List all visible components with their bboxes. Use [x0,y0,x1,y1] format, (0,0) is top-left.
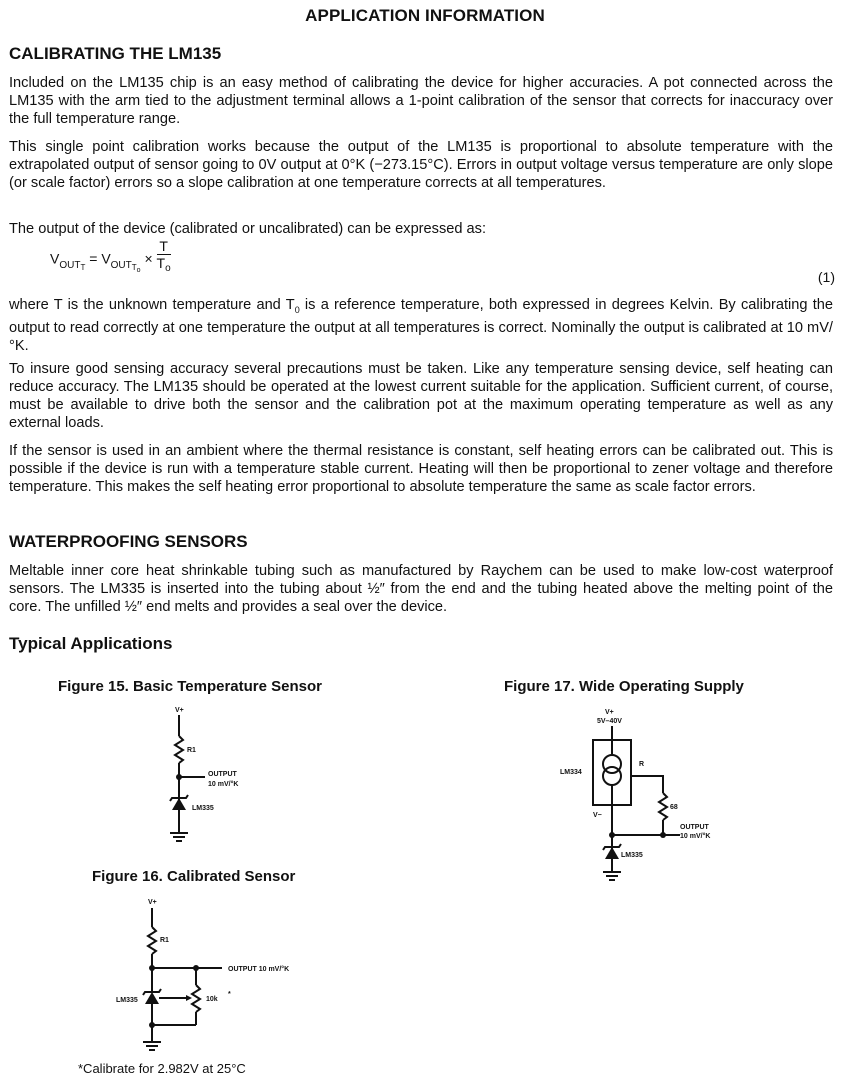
eq-rhs-sub [110,259,141,274]
section-heading-waterproofing: WATERPROOFING SENSORS [9,532,248,551]
paragraph: The output of the device (calibrated or uncalibrated) can be expressed as: [9,221,487,237]
eq-rhs-subsubsub: o [136,266,141,274]
ground-icon [170,833,188,841]
ground-icon [143,1042,161,1050]
zener-diode-icon [605,847,619,859]
output-label: OUTPUT [208,771,237,778]
supply-range-label: 5V–40V [597,718,622,725]
resistor-r1 [148,927,156,954]
eq-denominator [157,255,171,274]
eq-equals: = [89,250,98,267]
output-label: OUTPUT [680,824,709,831]
section-heading-calibrating: CALIBRATING THE LM135 [9,44,222,63]
paragraph: To insure good sensing accuracy several precautions must be taken. Like any temperature sensing device, self heating can reduce accuracy. The LM135 should be operated at the lowest current suitable for the application. Sufficient current, of course, must be available to drive both the sensor and the calibration pot at the maximum operating temperature as well as any external loads. [9,361,833,431]
eq-rhs-sub-text: OUT [110,259,132,271]
eq-den-base: T [156,255,166,271]
equation-number: (1) [817,269,835,285]
output-scale-label: 10 mV/°K [680,833,711,840]
p4-text-a: where T is the unknown temperature and T [9,297,295,313]
equation [50,238,171,282]
r1-label: R1 [187,747,196,754]
eq-lhs-sub-text: OUT [59,259,81,271]
figure-16-caption: Figure 16. Calibrated Sensor [92,868,296,885]
regulator-label: LM334 [560,769,582,776]
p4-sub: 0 [294,304,300,315]
resistor-r1 [175,736,183,763]
eq-lhs-sub [59,260,85,271]
current-source-icon [603,755,621,785]
paragraph: This single point calibration works because the output of the LM135 is proportional to absolute temperature with the extrapolated output of sensor going to 0V output at 0°K (−273.15°C). Errors in output voltage versus temperature are only slope (or scale factor) errors so a slope calibration at one temperature corrects at all temperatures. [9,139,833,191]
vplus-label: V+ [148,899,157,906]
figure-15-schematic [150,700,270,850]
output-scale-label: 10 mV/°K [208,781,239,788]
resistor-value-label: 68 [670,804,678,811]
eq-rhs-subsub: T [131,262,137,272]
eq-rhs-base: V [101,250,111,267]
paragraph: Meltable inner core heat shrinkable tubing such as manufactured by Raychem can be used to make low-cost waterproof sensors. The LM335 is inserted into the tubing about ½″ from the end and the tubing heated above the melting point of the core. The unfilled ½″ end melts and provides a seal over the device. [9,563,833,615]
section-heading-typical-applications: Typical Applications [9,634,173,653]
r-pin-label: R [639,761,645,768]
vplus-label: V+ [175,707,184,714]
page-title: APPLICATION INFORMATION [305,6,545,25]
zener-diode-icon [145,992,159,1004]
potentiometer-10k [192,985,200,1012]
eq-lhs-base: V [50,250,60,267]
device-label: LM335 [116,997,138,1004]
figure-15-caption: Figure 15. Basic Temperature Sensor [58,678,322,695]
device-label: LM335 [192,805,214,812]
eq-numerator: T [157,238,171,255]
zener-diode-icon [172,798,186,810]
figure-16-schematic [100,890,340,1055]
figure-17-schematic [555,700,735,890]
r1-label: R1 [160,937,169,944]
paragraph: If the sensor is used in an ambient where the thermal resistance is constant, self heating errors can be calibrated out. This is possible if the device is run with a temperature stable current. Heating will then be proportional to zener voltage and therefore temperature. This makes the self heating error proportional to absolute temperature the same as scale factor errors. [9,443,833,495]
paragraph [9,296,833,355]
eq-fraction [157,238,171,274]
pot-wiper-arrow [186,995,192,1001]
paragraph: Included on the LM135 chip is an easy method of calibrating the device for higher accuracies. A pot connected across the LM135 with the arm tied to the adjustment terminal allows a 1-point calibration of the sensor that corrects for inaccuracy over the full temperature range. [9,75,833,127]
p4-text-b: is a reference temperature, both expressed in degrees Kelvin. By calibrating the output to read correctly at one temperature the output at all temperatures is correct. Nominally the output is calibrated at 10 mV/°K. [9,297,833,354]
pot-star: * [228,991,231,998]
vminus-label: V− [593,812,602,819]
pot-value-label: 10k [206,996,218,1003]
output-label: OUTPUT 10 mV/°K [228,966,290,973]
vplus-label: V+ [605,709,614,716]
eq-times: × [144,250,153,267]
figure-17-caption: Figure 17. Wide Operating Supply [504,678,744,695]
eq-lhs-subsub: T [80,262,86,272]
resistor-68 [659,793,667,820]
ground-icon [603,872,621,880]
device-label: LM335 [621,852,643,859]
calibration-footnote: *Calibrate for 2.982V at 25°C [78,1061,246,1076]
eq-den-sub: o [165,263,171,274]
